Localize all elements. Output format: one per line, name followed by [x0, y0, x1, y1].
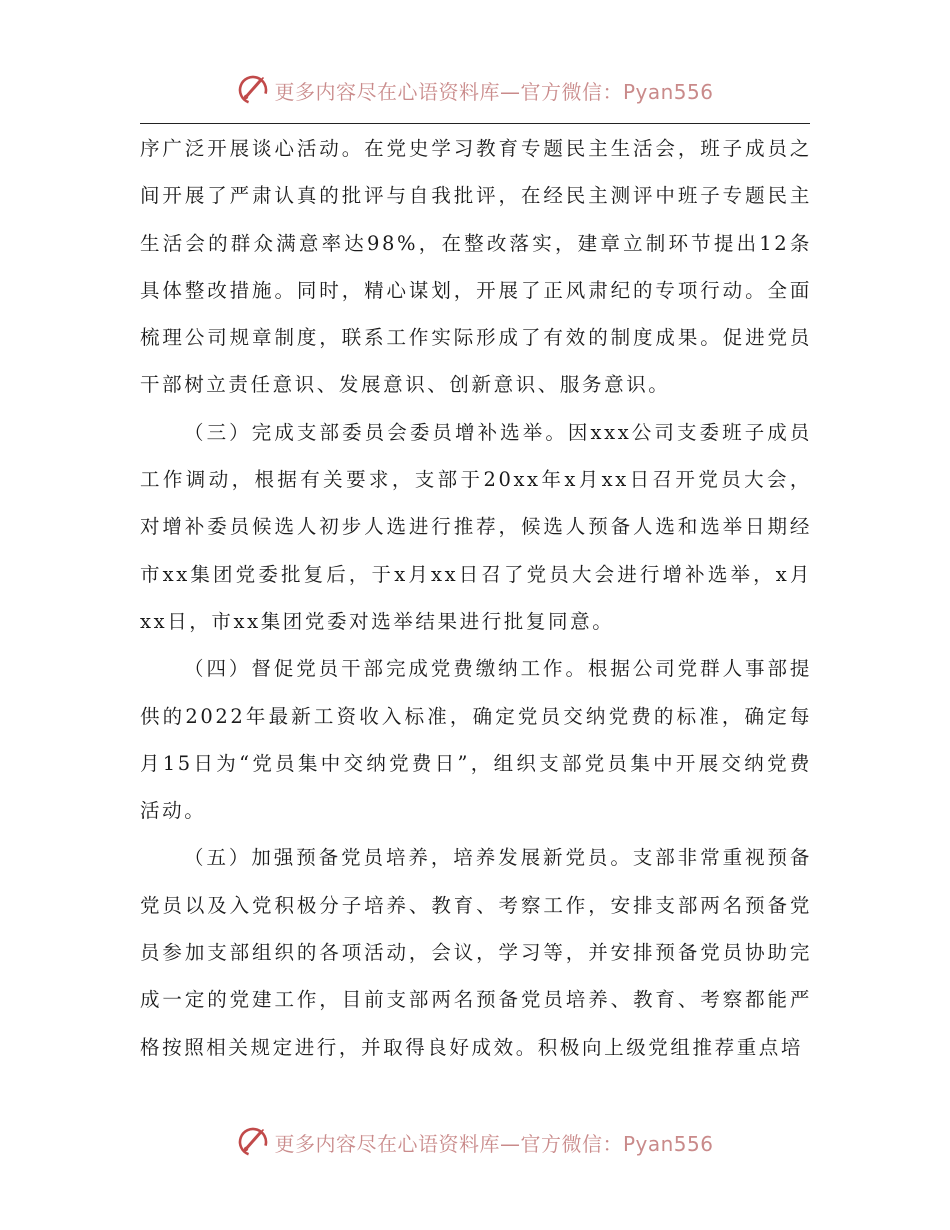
brush-pen-logo-icon — [236, 1125, 270, 1159]
footer-banner — [0, 1122, 950, 1162]
footer-banner-text: 更多内容尽在心语资料库—官方微信：Pyan556 — [274, 1131, 714, 1156]
header-banner-text: 更多内容尽在心语资料库—官方微信：Pyan556 — [274, 79, 714, 104]
body-paragraph-1: 序广泛开展谈心活动。在党史学习教育专题民主生活会，班子成员之间开展了严肃认真的批评与自我批评，在经民主测评中班子专题民主生活会的群众满意率达98%，在整改落实，建章立制环节提出12条具体整改措施。同时，精心谋划，开展了正风肃纪的专项行动。全面梳理公司规章制度，联系工作实际形成了有效的制度成果。促进党员干部树立责任意识、发展意识、创新意识、服务意识。 — [140, 137, 812, 397]
document-body — [140, 125, 812, 1071]
body-paragraph-2: （三）完成支部委员会委员增补选举。因xxx公司支委班子成员工作调动，根据有关要求，支部于20xx年x月xx日召开党员大会，对增补委员候选人初步人选进行推荐，候选人预备人选和选举日期经市xx集团党委批复后，于x月xx日召了党员大会进行增补选举，x月xx日，市xx集团党委对选举结果进行批复同意。 — [140, 420, 812, 633]
body-paragraph-4: （五）加强预备党员培养，培养发展新党员。支部非常重视预备党员以及入党积极分子培养、教育、考察工作，安排支部两名预备党员参加支部组织的各项活动，会议，学习等，并安排预备党员协助完成一定的党建工作，目前支部两名预备党员培养、教育、考察都能严格按照相关规定进行，并取得良好成效。积极向上级党组推荐重点培 — [140, 846, 812, 1059]
header-divider — [140, 123, 810, 124]
body-paragraph-3: （四）督促党员干部完成党费缴纳工作。根据公司党群人事部提供的2022年最新工资收入标准，确定党员交纳党费的标准，确定每月15日为“党员集中交纳党费日”，组织支部党员集中开展交纳党费活动。 — [140, 657, 812, 823]
brush-pen-logo-icon — [236, 73, 270, 107]
header-banner — [0, 70, 950, 110]
